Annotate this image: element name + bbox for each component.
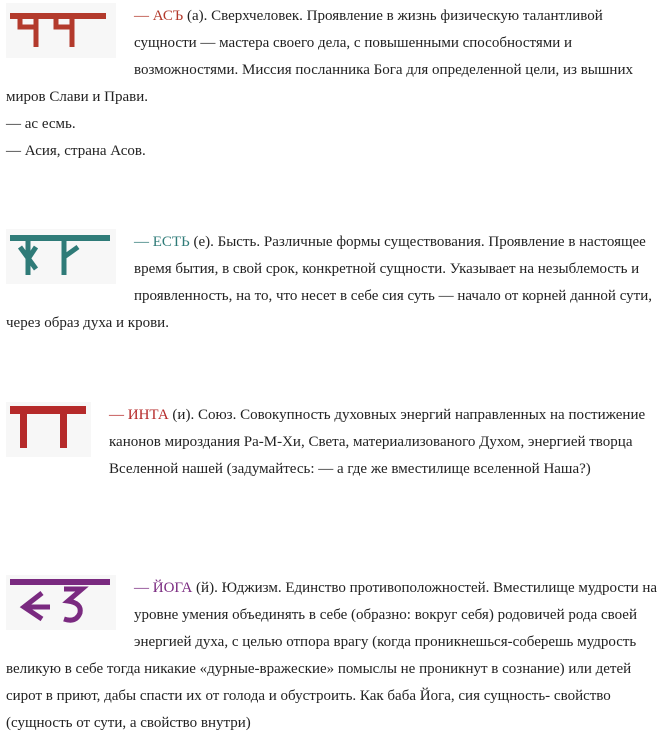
as-extra-1: — ас есмь. — [6, 116, 76, 132]
as-dash: — — [134, 8, 153, 24]
est-dash: — — [134, 234, 153, 250]
as-glyph-icon — [6, 3, 116, 58]
yoga-letter-name: ЙОГА — [152, 580, 193, 596]
est-glyph-icon — [6, 229, 116, 284]
est-description: (е). Бысть. Различные формы существования. Проявление в настоящее время бытия, в свой срок, конкретной сущности. Указывает на незыблемость и проявленность, на то, что несет в себе сия суть — начало от корней данной сути, через образ духа и крови. — [6, 234, 652, 331]
as-extra-2: — Асия, страна Асов. — [6, 143, 146, 159]
entry-est — [6, 229, 666, 337]
inta-description: (и). Союз. Совокупность духовных энергий направленных на постижение канонов мироздания Ра-М-Хи, Света, материализованого Духом, энергией творца Вселенной нашей (задумайтесь: — а где же вместилище вселенной Наша?) — [109, 407, 646, 477]
yoga-glyph-icon — [6, 575, 116, 630]
yoga-letter-glyph — [6, 575, 116, 630]
as-description: (а). Сверхчеловек. Проявление в жизнь физическую талантливой сущности — мастера своего дела, с повышенными способностями и возможностями. Миссия посланника Бога для определенной цели, из вышних миров Слави и Прави. — [6, 8, 633, 105]
as-letter-glyph — [6, 3, 116, 58]
est-letter-name: ЕСТЬ — [152, 234, 190, 250]
est-letter-glyph — [6, 229, 116, 284]
entry-yoga — [6, 575, 666, 737]
inta-letter-glyph — [6, 402, 91, 457]
yoga-dash: — — [134, 580, 153, 596]
entry-as — [6, 3, 666, 165]
inta-dash: — — [109, 407, 128, 423]
yoga-description: (й). Юджизм. Единство противоположностей. Вместилище мудрости на уровне умения объединять в себе (образно: вокруг себя) родовичей рода своей энергией духа, с целью отпора врагу (когда проникнешься-соберешь мудрость великую в себе тогда никакие «дурные-вражеские» помыслы не проникнут в сознание) или детей сирот в приют, дабы спасти их от голода и обустроить. Как баба Йога, сия сущность- свойство (сущность от сути, а свойство внутри) — [6, 580, 658, 731]
inta-glyph-icon — [6, 402, 91, 457]
inta-letter-name: ИНТА — [127, 407, 169, 423]
entry-inta — [6, 402, 666, 483]
as-letter-name: АСЪ — [152, 8, 184, 24]
